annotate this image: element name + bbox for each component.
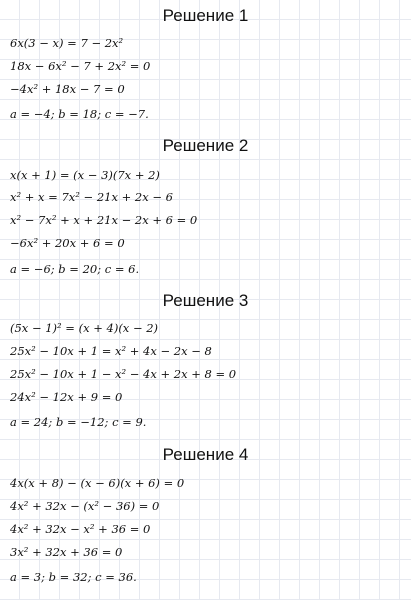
equation-line: x(x + 1) = (x − 3)(7x + 2) [10, 168, 160, 182]
equation-line: 3x² + 32x + 36 = 0 [10, 545, 123, 559]
equation-line: 25x² − 10x + 1 − x² − 4x + 2x + 8 = 0 [10, 367, 237, 381]
equation-line: 4x² + 32x − (x² − 36) = 0 [10, 499, 160, 513]
coefficients-line: a = −4; b = 18; c = −7. [10, 107, 149, 121]
equation-line: x² + x = 7x² − 21x + 2x − 6 [10, 190, 173, 204]
equation-line: (5x − 1)² = (x + 4)(x − 2) [10, 321, 159, 335]
solution-3 [0, 290, 411, 312]
solution-title: Решение 2 [162, 136, 249, 155]
equation-line: 6x(3 − x) = 7 − 2x² [10, 36, 124, 50]
equation-line: 4x(x + 8) − (x − 6)(x + 6) = 0 [10, 476, 185, 490]
equation-line: −6x² + 20x + 6 = 0 [10, 236, 125, 250]
solution-title: Решение 3 [162, 291, 249, 310]
equation-line: 4x² + 32x − x² + 36 = 0 [10, 522, 151, 536]
equation-line: x² − 7x² + x + 21x − 2x + 6 = 0 [10, 213, 198, 227]
equation-line: 18x − 6x² − 7 + 2x² = 0 [10, 59, 151, 73]
solution-title: Решение 1 [162, 6, 249, 25]
solution-title: Решение 4 [162, 445, 249, 464]
coefficients-line: a = 3; b = 32; c = 36. [10, 570, 137, 584]
solution-2 [0, 135, 411, 157]
coefficients-line: a = 24; b = −12; c = 9. [10, 415, 147, 429]
solution-1 [0, 5, 411, 27]
equation-line: 25x² − 10x + 1 = x² + 4x − 2x − 8 [10, 344, 212, 358]
equation-line: −4x² + 18x − 7 = 0 [10, 82, 125, 96]
coefficients-line: a = −6; b = 20; c = 6. [10, 262, 140, 276]
solution-4 [0, 444, 411, 466]
equation-line: 24x² − 12x + 9 = 0 [10, 390, 123, 404]
